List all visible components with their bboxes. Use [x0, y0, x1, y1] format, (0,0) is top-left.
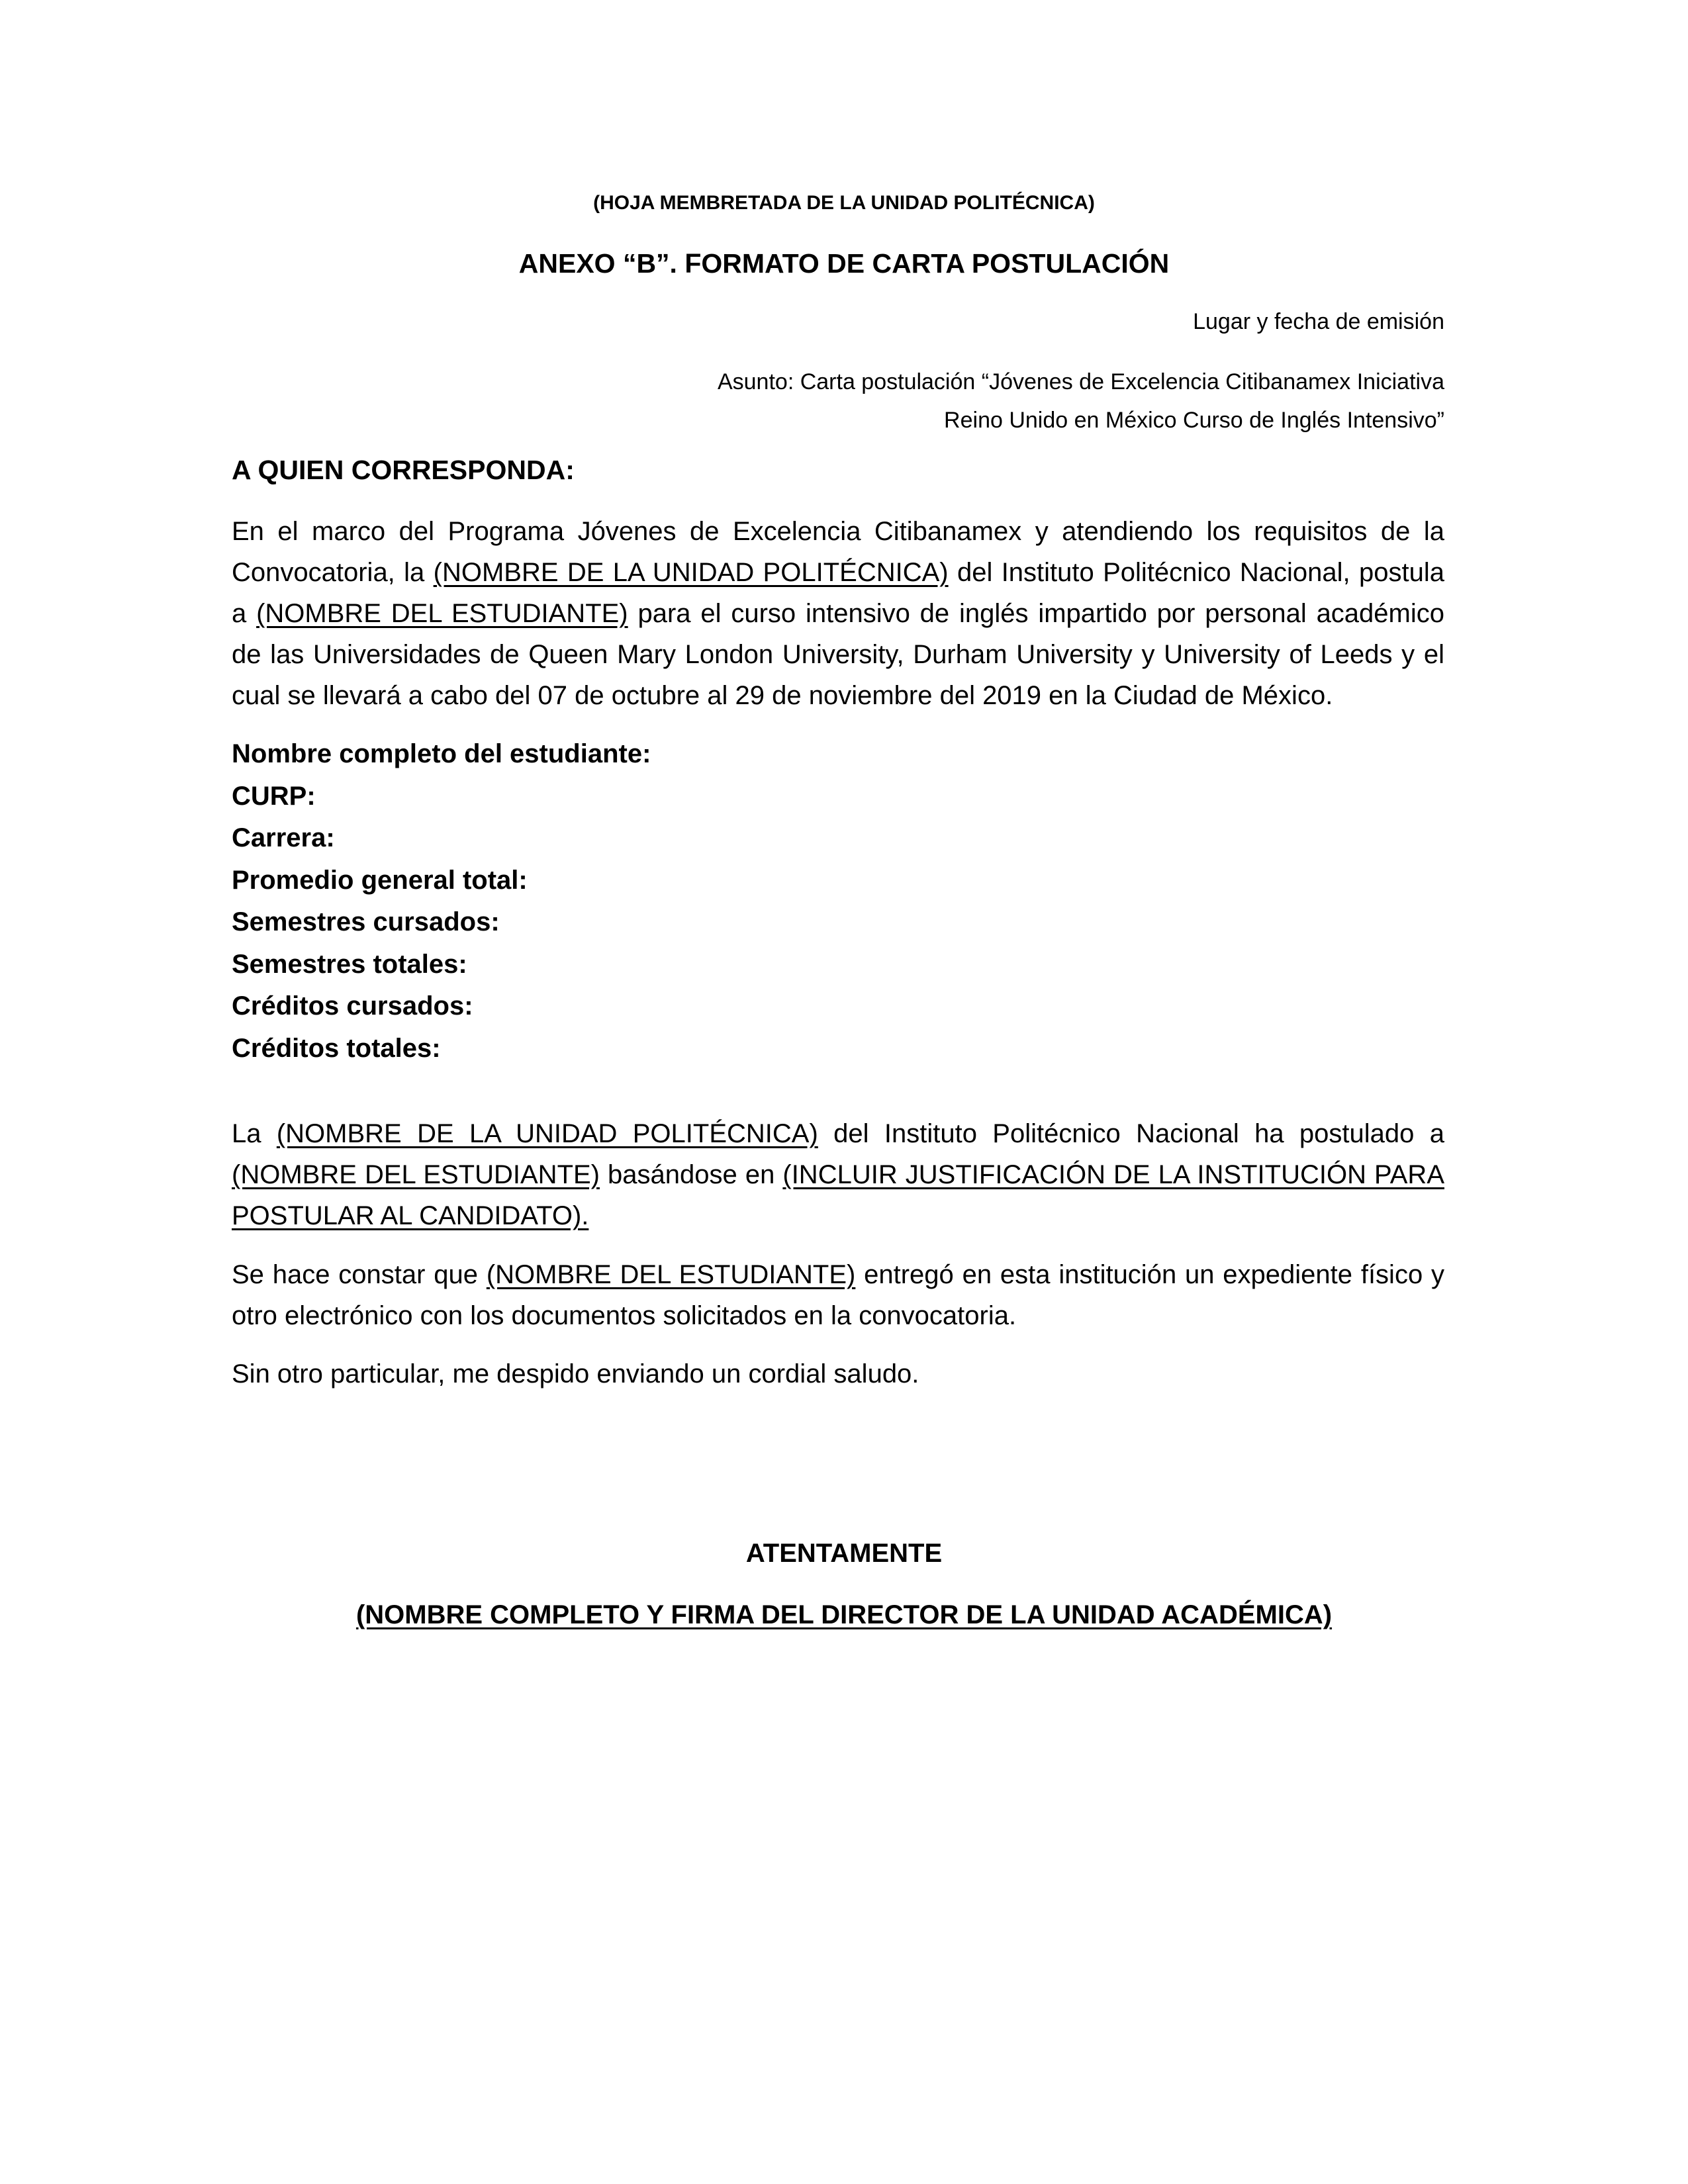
closing: ATENTAMENTE: [745, 1539, 943, 1568]
paragraph-text: para el curso intensivo de inglés impartido por personal académico de las Universidades de Queen Mary London University, Durham University y University of Leeds y el cual se llevará a cabo del 07 de octubre al 29 de noviembre del 2019 en la Ciudad de México.: [232, 599, 1445, 710]
salutation: A QUIEN CORRESPONDA:: [232, 455, 575, 485]
placeholder-unit-name: (NOMBRE DE LA UNIDAD POLITÉCNICA): [433, 558, 949, 587]
paragraph-text: En el marco del Programa Jóvenes de Excelencia Citibanamex y atendiendo los requisitos de la Convocatoria, la: [232, 517, 1444, 587]
field-full-name: Nombre completo del estudiante:: [232, 739, 651, 768]
subject-line-1: Asunto: Carta postulación “Jóvenes de Excelencia Citibanamex Iniciativa: [717, 369, 1444, 394]
field-semesters-taken: Semestres cursados:: [232, 907, 500, 936]
paragraph-text: del Instituto Politécnico Nacional, postula a: [232, 558, 1445, 628]
field-semesters-total: Semestres totales:: [232, 949, 467, 979]
subject-block: [584, 363, 1444, 439]
paragraph-farewell: Sin otro particular, me despido enviando un cordial saludo.: [232, 1359, 919, 1388]
placeholder-student-name: (NOMBRE DEL ESTUDIANTE): [232, 1160, 600, 1189]
placeholder-student-name: (NOMBRE DEL ESTUDIANTE): [256, 599, 628, 628]
paragraph-text: La: [232, 1119, 277, 1148]
field-career: Carrera:: [232, 823, 335, 852]
field-average: Promedio general total:: [232, 865, 528, 895]
field-credits-taken: Créditos cursados:: [232, 991, 473, 1021]
placeholder-student-name: (NOMBRE DEL ESTUDIANTE): [486, 1260, 856, 1289]
paragraph-text: Se hace constar que: [232, 1260, 487, 1289]
document-title: ANEXO “B”. FORMATO DE CARTA POSTULACIÓN: [518, 248, 1170, 279]
placeholder-justification: (INCLUIR JUSTIFICACIÓN DE LA INSTITUCIÓN PARA POSTULAR AL CANDIDATO).: [232, 1160, 1444, 1230]
field-curp: CURP:: [232, 781, 316, 811]
paragraph-text: del Instituto Politécnico Nacional ha postulado a: [818, 1119, 1444, 1148]
paragraph-text: basándose en: [600, 1160, 783, 1189]
paragraph-intro: [232, 511, 1444, 716]
signature-placeholder: (NOMBRE COMPLETO Y FIRMA DEL DIRECTOR DE LA UNIDAD ACADÉMICA): [355, 1600, 1333, 1629]
letterhead-note: (HOJA MEMBRETADA DE LA UNIDAD POLITÉCNICA): [593, 192, 1095, 214]
student-fields-list: [232, 733, 651, 1069]
placeholder-unit-name: (NOMBRE DE LA UNIDAD POLITÉCNICA): [276, 1119, 818, 1148]
field-credits-total: Créditos totales:: [232, 1033, 441, 1063]
paragraph-record: [232, 1254, 1444, 1336]
paragraph-text: entregó en esta institución un expediente físico y otro electrónico con los documentos solicitados en la convocatoria.: [232, 1260, 1444, 1330]
subject-line-2: Reino Unido en México Curso de Inglés Intensivo”: [944, 408, 1444, 433]
place-date: Lugar y fecha de emisión: [1193, 309, 1444, 334]
paragraph-justification: [232, 1113, 1444, 1236]
